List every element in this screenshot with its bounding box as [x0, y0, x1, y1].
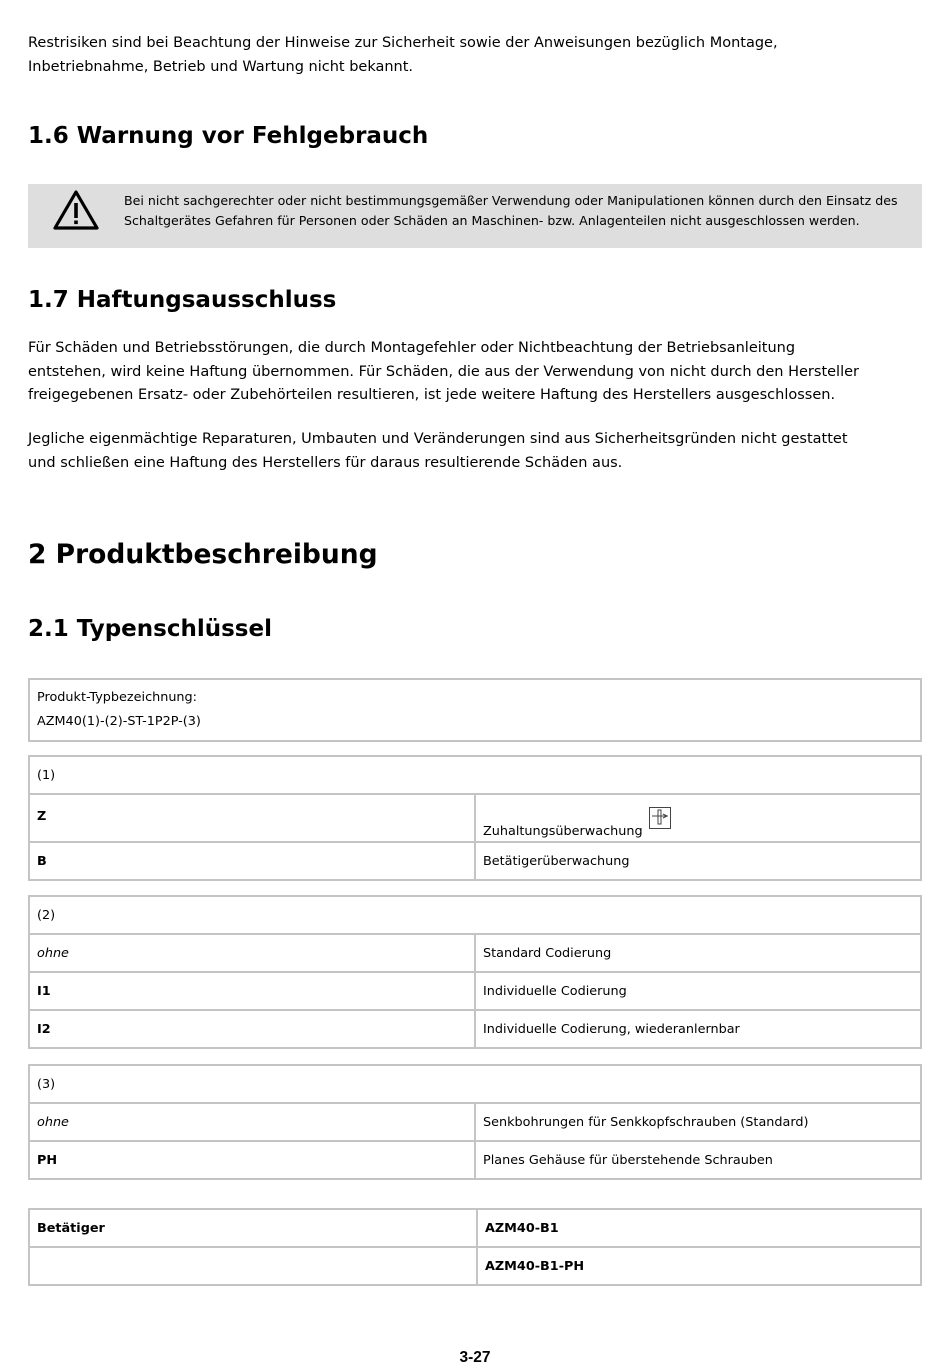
code-cell: Z	[29, 794, 475, 842]
heading-2: 2 Produktbeschreibung	[28, 539, 378, 570]
desc-cell: Zuhaltungsüberwachung	[475, 794, 921, 842]
page-number: 3-27	[459, 1349, 491, 1366]
desc-cell: Planes Gehäuse für überstehende Schrauben	[475, 1141, 921, 1179]
table-row	[29, 972, 921, 1010]
empty-cell	[29, 1247, 477, 1285]
heading-2-1: 2.1 Typenschlüssel	[28, 616, 272, 642]
type-designation-cell: Produkt-Typbezeichnung: AZM40(1)-(2)-ST-1P2P-(3)	[29, 679, 921, 741]
table-header: (3)	[29, 1065, 921, 1103]
lock-monitoring-icon	[649, 807, 671, 829]
actuator-value-2: AZM40-B1-PH	[477, 1247, 921, 1285]
code-table-3	[28, 1064, 922, 1180]
heading-1-7: 1.7 Haftungsausschluss	[28, 287, 337, 313]
table-header: (2)	[29, 896, 921, 934]
heading-1-6: 1.6 Warnung vor Fehlgebrauch	[28, 123, 429, 149]
desc-cell: Individuelle Codierung	[475, 972, 921, 1010]
actuator-value-1: AZM40-B1	[477, 1209, 921, 1247]
warning-triangle-icon	[52, 189, 100, 231]
table-row	[29, 842, 921, 880]
table-row	[29, 1141, 921, 1179]
intro-paragraph: Restrisiken sind bei Beachtung der Hinweise zur Sicherheit sowie der Anweisungen bezüglich Montage, Inbetriebnahme, Betrieb und Wartung nicht bekannt.	[28, 35, 778, 75]
code-cell: I2	[29, 1010, 475, 1048]
table-row	[29, 1247, 921, 1285]
desc-cell: Senkbohrungen für Senkkopfschrauben (Standard)	[475, 1103, 921, 1141]
code-table-1	[28, 755, 922, 881]
code-cell: ohne	[29, 934, 475, 972]
code-table-2	[28, 895, 922, 1049]
table-row	[29, 794, 921, 842]
actuator-table	[28, 1208, 922, 1286]
actuator-label: Betätiger	[29, 1209, 477, 1247]
warning-text: Bei nicht sachgerechter oder nicht bestimmungsgemäßer Verwendung oder Manipulationen können durch den Einsatz des Schaltgerätes Gefahren für Personen oder Schäden an Maschinen- bzw. Anlagenteilen nicht ausgeschlossen werden.	[124, 193, 898, 228]
table-row	[29, 934, 921, 972]
liability-paragraph-2: Jegliche eigenmächtige Reparaturen, Umbauten und Veränderungen sind aus Sicherheitsgründen nicht gestattet und schließen eine Haftung des Herstellers für daraus resultierende Schäden aus.	[28, 431, 848, 471]
desc-cell: Standard Codierung	[475, 934, 921, 972]
code-cell: I1	[29, 972, 475, 1010]
table-row	[29, 1209, 921, 1247]
liability-paragraph-1: Für Schäden und Betriebsstörungen, die durch Montagefehler oder Nichtbeachtung der Betriebsanleitung entstehen, wird keine Haftung übernommen. Für Schäden, die aus der Verwendung von nicht durch den Hersteller freigegebenen Ersatz- oder Zubehörteilen resultieren, ist jede weitere Haftung des Herstellers ausgeschlossen.	[28, 340, 859, 403]
code-cell: PH	[29, 1141, 475, 1179]
type-designation-table	[28, 678, 922, 742]
warning-box	[28, 184, 922, 248]
desc-cell: Betätigerüberwachung	[475, 842, 921, 880]
table-row	[29, 1103, 921, 1141]
code-cell: B	[29, 842, 475, 880]
code-cell: ohne	[29, 1103, 475, 1141]
table-row	[29, 1010, 921, 1048]
desc-cell: Individuelle Codierung, wiederanlernbar	[475, 1010, 921, 1048]
table-header: (1)	[29, 756, 921, 794]
